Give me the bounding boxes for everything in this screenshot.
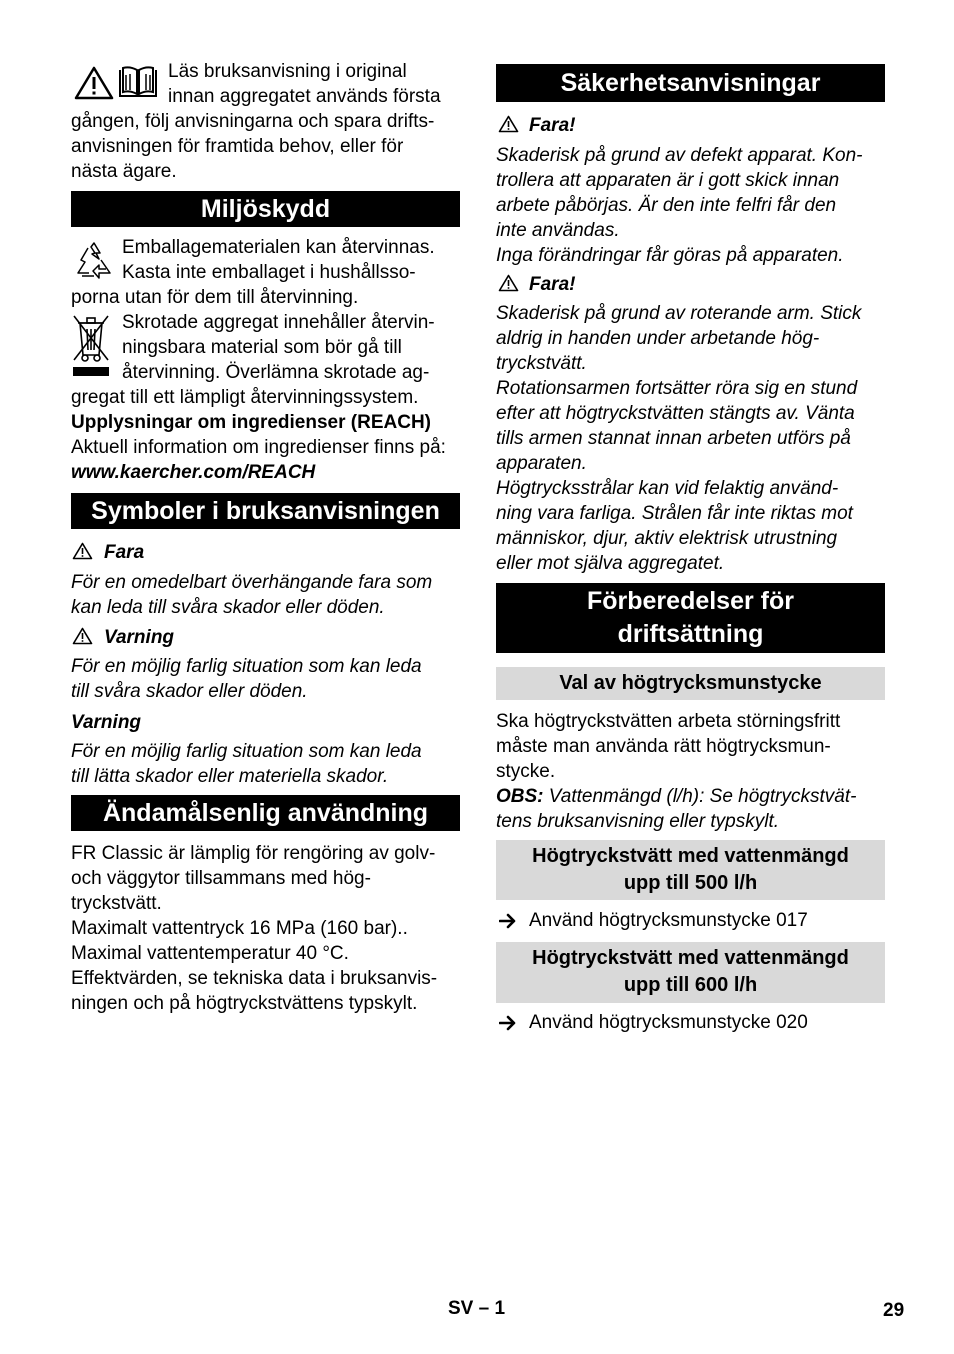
varning-label: Varning	[71, 712, 142, 733]
heading-500lh	[496, 840, 885, 900]
warning-triangle-icon	[74, 66, 114, 100]
intro-line: nästa ägare.	[71, 161, 177, 182]
fara-label: Fara!	[529, 115, 576, 136]
recycle-line: Kasta inte emballaget i hushållsso-	[122, 262, 416, 283]
arrow-right-icon	[499, 913, 517, 929]
nozzle-text: Ska högtryckstvätten arbeta störningsfritt	[496, 711, 841, 732]
intro-line: innan aggregatet används första	[168, 86, 441, 107]
heading-andamalsenlig: Ändamålsenlig användning	[71, 795, 460, 831]
footer-language: SV – 1	[448, 1298, 506, 1319]
fara-text: För en omedelbart överhängande fara som	[71, 572, 433, 593]
recycle-icon	[73, 240, 115, 282]
obs-text: Vattenmängd (l/h): Se högtryckstvät-	[548, 786, 857, 807]
fara-label: Fara	[104, 542, 145, 563]
varning-text: till lätta skador eller materiella skador.	[71, 766, 389, 787]
page-number: 29	[883, 1300, 905, 1321]
arrow-right-icon	[499, 1015, 517, 1031]
scrap-line: återvinning. Överlämna skrotade ag-	[122, 362, 430, 383]
heading-line: driftsättning	[617, 620, 764, 648]
heading-symboler: Symboler i bruksanvisningen	[71, 493, 460, 529]
fara-text: tryckstvätt.	[496, 353, 587, 374]
fara-text: människor, djur, aktiv elektrisk utrustning	[496, 528, 838, 549]
fara-text: eller mot själva aggregatet.	[496, 553, 725, 574]
varning-text: För en möjlig farlig situation som kan leda	[71, 656, 422, 677]
warning-triangle-icon	[72, 542, 93, 560]
fara-text: kan leda till svåra skador eller döden.	[71, 597, 385, 618]
fara-text: Högtrycksstrålar kan vid felaktig använd-	[496, 478, 839, 499]
heading-forberedelser	[496, 583, 885, 653]
heading-line: upp till 600 l/h	[623, 974, 758, 996]
warning-triangle-icon	[498, 274, 519, 292]
varning-text: till svåra skador eller döden.	[71, 681, 308, 702]
use-text: och väggytor tillsammans med hög-	[71, 868, 371, 889]
intro-line: gången, följ anvisningarna och spara drifts-	[71, 111, 435, 132]
fara-text: Skaderisk på grund av roterande arm. Stick	[496, 303, 862, 324]
reach-title: Upplysningar om ingredienser (REACH)	[71, 412, 431, 433]
heading-line: Högtryckstvätt med vattenmängd	[532, 947, 849, 969]
obs-line	[496, 784, 856, 809]
crossed-bin-icon	[71, 313, 111, 381]
use-text: ningen och på högtryckstvättens typskylt.	[71, 993, 418, 1014]
use-text: Maximal vattentemperatur 40 °C.	[71, 943, 349, 964]
fara-text: efter att högtryckstvätten stängts av. Vänta	[496, 403, 855, 424]
fara-text: ning vara farliga. Strålen får inte riktas mot	[496, 503, 853, 524]
use-020-text: Använd högtrycksmunstycke 020	[529, 1012, 808, 1033]
heading-line: Högtryckstvätt med vattenmängd	[532, 845, 849, 867]
use-text: Effektvärden, se tekniska data i bruksanvis-	[71, 968, 438, 989]
heading-miljoskydd: Miljöskydd	[71, 191, 460, 227]
heading-val-munstycke: Val av högtrycksmunstycke	[496, 667, 885, 700]
use-text: FR Classic är lämplig för rengöring av golv-	[71, 843, 436, 864]
varning-label: Varning	[104, 627, 175, 648]
varning-text: För en möjlig farlig situation som kan leda	[71, 741, 422, 762]
fara-text: aldrig in handen under arbetande hög-	[496, 328, 820, 349]
intro-line: anvisningen för framtida behov, eller för	[71, 136, 404, 157]
manual-book-icon	[117, 66, 159, 100]
nozzle-text: stycke.	[496, 761, 556, 782]
reach-text: Aktuell information om ingredienser finns på:	[71, 437, 446, 458]
heading-line: upp till 500 l/h	[623, 872, 758, 894]
fara-label: Fara!	[529, 274, 576, 295]
use-017-text: Använd högtrycksmunstycke 017	[529, 910, 808, 931]
use-text: Maximalt vattentryck 16 MPa (160 bar)..	[71, 918, 408, 939]
warning-triangle-icon	[72, 627, 93, 645]
scrap-line: ningsbara material som bör gå till	[122, 337, 402, 358]
intro-line: Läs bruksanvisning i original	[168, 61, 407, 82]
obs-text: tens bruksanvisning eller typskylt.	[496, 811, 780, 832]
fara-text: Rotationsarmen fortsätter röra sig en stund	[496, 378, 858, 399]
fara-text: trollera att apparaten är i gott skick innan	[496, 170, 840, 191]
heading-600lh	[496, 942, 885, 1003]
nozzle-text: måste man använda rätt högtrycksmun-	[496, 736, 831, 757]
heading-sakerhet: Säkerhetsanvisningar	[496, 64, 885, 102]
recycle-line: porna utan för dem till återvinning.	[71, 287, 359, 308]
recycle-line: Emballagematerialen kan återvinnas.	[122, 237, 435, 258]
scrap-line: gregat till ett lämpligt återvinningssystem.	[71, 387, 419, 408]
fara-text: tills armen stannat innan arbeten utförs på	[496, 428, 851, 449]
fara-text: Skaderisk på grund av defekt apparat. Kon-	[496, 145, 863, 166]
fara-text: Inga förändringar får göras på apparaten.	[496, 245, 844, 266]
use-text: tryckstvätt.	[71, 893, 162, 914]
reach-link[interactable]: www.kaercher.com/REACH	[71, 462, 316, 483]
fara-text: arbete påbörjas. Är den inte felfri får den	[496, 195, 837, 216]
fara-text: inte användas.	[496, 220, 620, 241]
heading-line: Förberedelser för	[586, 587, 794, 615]
obs-label: OBS:	[496, 786, 544, 807]
fara-text: apparaten.	[496, 453, 587, 474]
warning-triangle-icon	[498, 115, 519, 133]
scrap-line: Skrotade aggregat innehåller återvin-	[122, 312, 435, 333]
